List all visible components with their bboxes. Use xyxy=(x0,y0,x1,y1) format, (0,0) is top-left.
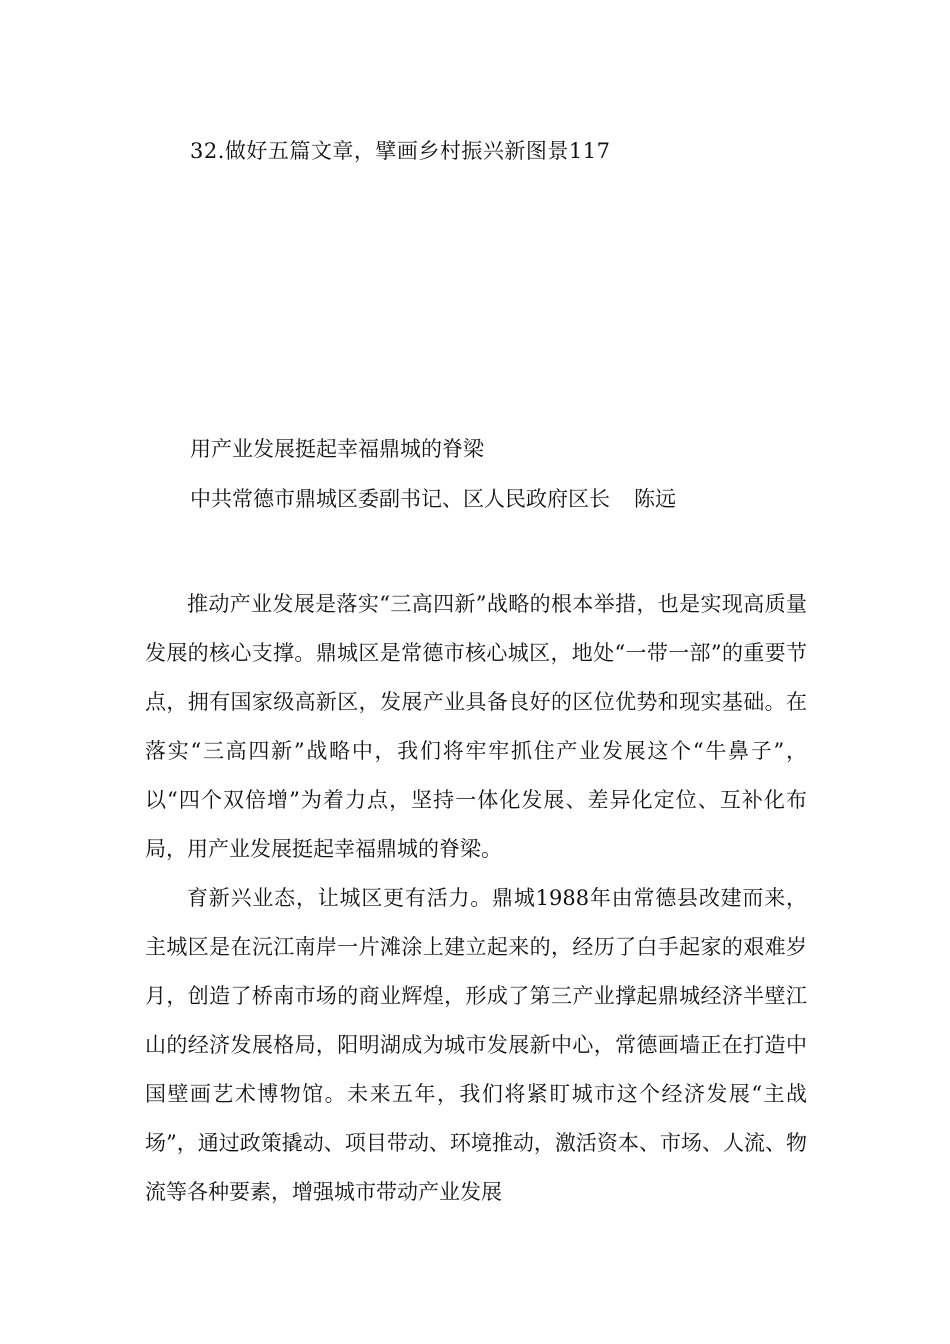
byline xyxy=(190,484,676,514)
toc-entry: 32.做好五篇文章，擘画乡村振兴新图景117 xyxy=(190,139,611,163)
article-body xyxy=(145,580,807,1217)
byline-author: 陈远 xyxy=(634,487,676,511)
body-paragraph: 育新兴业态，让城区更有活力。鼎城1988年由常德县改建而来，主城区是在沅江南岸一片滩涂上建立起来的，经历了白手起家的艰难岁月，创造了桥南市场的商业辉煌，形成了第三产业撑起鼎城经济半壁江山的经济发展格局，阳明湖成为城市发展新中心，常德画墙正在打造中国壁画艺术博物馆。未来五年，我们将紧盯城市这个经济发展“主战场”，通过政策撬动、项目带动、环境推动，激活资本、市场、人流、物流等各种要素，增强城市带动产业发展 xyxy=(145,886,807,1204)
byline-position: 中共常德市鼎城区委副书记、区人民政府区长 xyxy=(190,487,610,511)
body-paragraph: 推动产业发展是落实“三高四新”战略的根本举措，也是实现高质量发展的核心支撑。鼎城区是常德市核心城区，地处“一带一部”的重要节点，拥有国家级高新区，发展产业具备良好的区位优势和现实基础。在落实“三高四新”战略中，我们将牢牢抓住产业发展这个“牛鼻子”，以“四个双倍增”为着力点，坚持一体化发展、差异化定位、互补化布局，用产业发展挺起幸福鼎城的脊梁。 xyxy=(145,592,807,861)
article-title: 用产业发展挺起幸福鼎城的脊梁 xyxy=(190,437,484,461)
